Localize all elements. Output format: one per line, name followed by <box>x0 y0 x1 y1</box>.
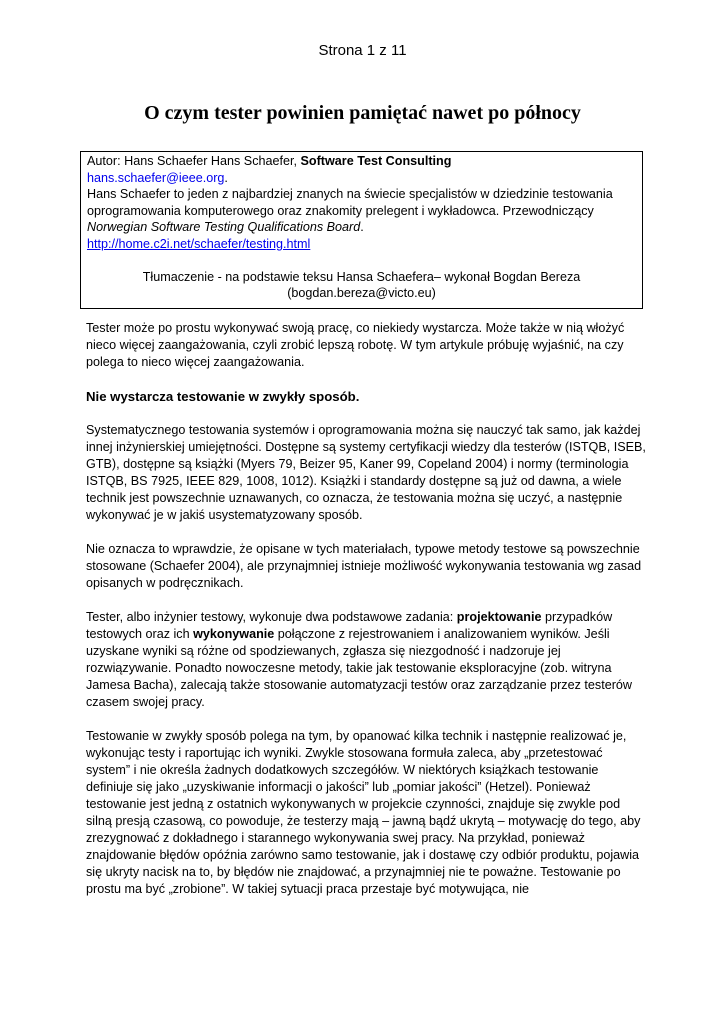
paragraph-2: Nie oznacza to wprawdzie, że opisane w tych materiałach, typowe metody testowe są powszechnie stosowane (Schaefer 2004), ale przynajmniej istnieje możliwość wykonywania testowania wg zasad opisanych w podręcznikach. <box>86 542 642 590</box>
translation-line-1: Tłumaczenie - na podstawie teksu Hansa Schaefera– wykonał Bogdan Bereza <box>142 269 581 284</box>
author-website-link[interactable]: http://home.c2i.net/schaefer/testing.html <box>87 236 311 251</box>
board-name: Norwegian Software Testing Qualifications Board <box>87 220 361 235</box>
company-name: Software Test Consulting <box>300 154 452 168</box>
author-email-link[interactable]: hans.schaefer@ieee.org <box>87 170 225 185</box>
article-body <box>86 320 646 915</box>
paragraph-3 <box>86 609 646 711</box>
author-name: Autor: Hans Schaefer Hans Schaefer, <box>87 154 301 168</box>
document-title: O czym tester powinien pamiętać nawet po północy <box>144 102 581 124</box>
paragraph-3-part-a: Tester, albo inżynier testowy, wykonuje dwa podstawowe zadania: <box>86 610 457 624</box>
paragraph-3-part-c: przypadków testowych oraz ich <box>86 610 613 641</box>
bio-end: . <box>360 220 364 235</box>
page-number: Strona 1 z 11 <box>318 42 407 59</box>
translation-credit <box>87 269 636 302</box>
paragraph-3-part-e: połączone z rejestrowaniem i analizowaniem wyników. Jeśli uzyskane wyniki są różne od spodziewanych, zgłasza się niezgodność i nadzoruje jej rozwiązywanie. Ponadto nowoczesne metody, takie jak testowanie eksploracyjne (zob. witryna Jamesa Bacha), zalecają także stosowanie automatyzacji testów oraz zarządzanie przez testerów czasem swojej pracy. <box>86 627 632 709</box>
intro-paragraph: Tester może po prostu wykonywać swoją pracę, co niekiedy wystarcza. Może także w nią włożyć nieco więcej zaangażowania, czyli zrobić lepszą robotę. W tym artykule próbuję wyjaśnić, na czy polega to nieco więcej zaangażowania. <box>86 321 625 369</box>
paragraph-4: Testowanie w zwykły sposób polega na tym, by opanować kilka technik i następnie realizować je, wykonując testy i raportując ich wyniki. Zwykle stosowana formuła zaleca, aby „przetestować system” i nie określa żadnych dodatkowych szczegółów. W niektórych książkach testowanie definiuje się jako „uzyskiwanie informacji o jakości” lub „pomiar jakości” (Hetzel). Ponieważ testowanie jest jedną z ostatnich wykonywanych w projekcie czynności, znajduje się zwykle pod silną presją czasową, co powoduje, że testerzy mają – jawną bądź ukrytą – motywację do tego, aby zrezygnować z dokładnego i starannego wykonywania swej pracy. Na przykład, ponieważ znajdowanie błędów opóźnia zarówno samo testowanie, jak i dostawę czy odbiór produktu, pojawia się ukryty nacisk na to, by błędów nie znajdować, a przynajmniej nie te poważne. Testowanie po prostu ma być „zrobione”. W takiej sytuacji praca przestaje być motywująca, nie <box>86 729 641 896</box>
email-suffix: . <box>224 170 228 185</box>
term-wykonywanie: wykonywanie <box>193 627 275 641</box>
section-heading: Nie wystarcza testowanie w zwykły sposób. <box>86 389 360 404</box>
bio-text: Hans Schaefer to jeden z najbardziej znanych na świecie specjalistów w dziedzinie testowania oprogramowania komputerowego oraz znakomity prelegent i wykładowca. Przewodniczący <box>87 187 613 218</box>
author-info-box <box>80 151 643 309</box>
translation-line-2: (bogdan.bereza@victo.eu) <box>287 286 436 301</box>
email-line <box>87 170 636 187</box>
term-projektowanie: projektowanie <box>456 610 542 624</box>
url-line <box>87 236 636 253</box>
paragraph-1: Systematycznego testowania systemów i oprogramowania można się nauczyć tak samo, jak każdej innej inżynierskiej umiejętności. Dostępne są systemy certyfikacji wiedzy dla testerów (ISTQB, ISEB, GTB), dostępne są książki (Myers 79, Beizer 95, Kaner 99, Copeland 2004) i normy (terminologia ISTQB, BS 7925, IEEE 829, 1008, 1012). Książki i standardy dostępne są już od dawna, a wiele technik jest powszechnie uznawanych, co oznacza, że testowania można się uczyć, a następnie wykonywać je w jakiś usystematyzowany sposób. <box>86 423 646 522</box>
author-line <box>87 153 636 170</box>
author-bio <box>87 186 636 236</box>
